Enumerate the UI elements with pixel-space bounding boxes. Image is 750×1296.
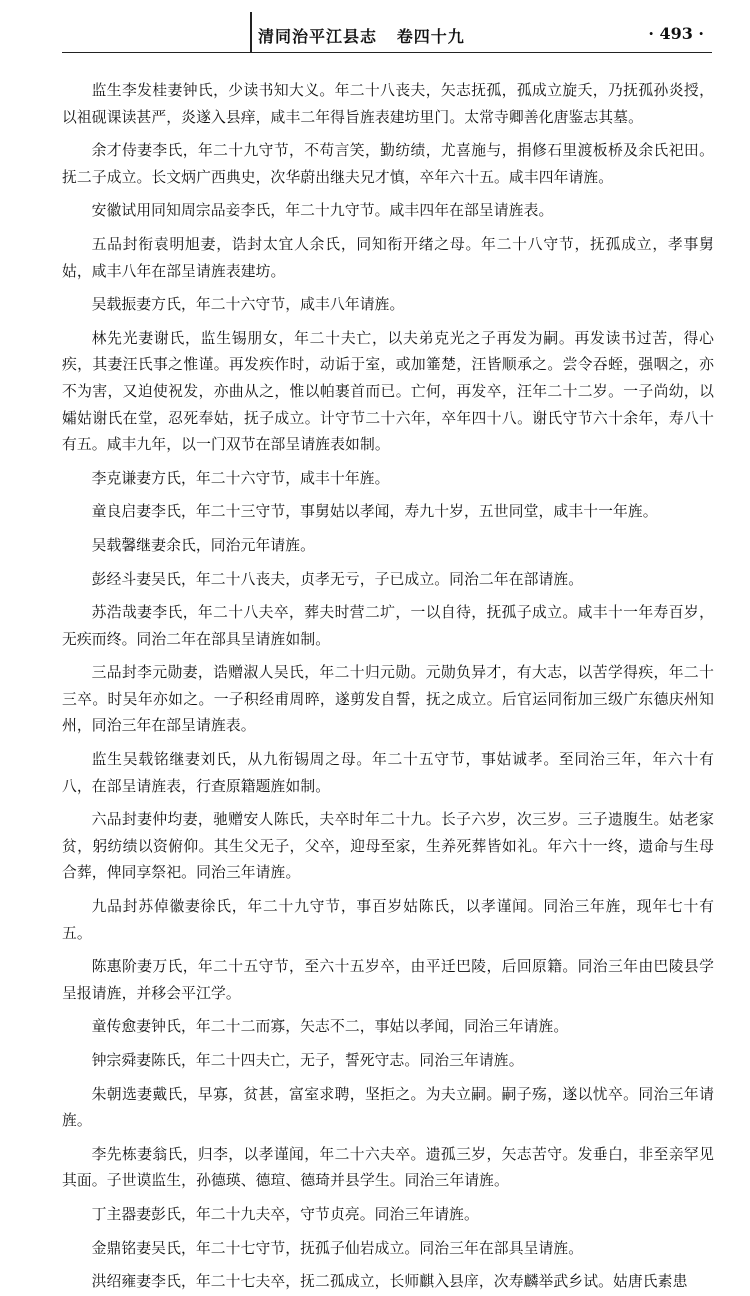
paragraph: 林先光妻谢氏，监生锡朋女，年二十夫亡，以夫弟克光之子再发为嗣。再发读书过苦，得心疾，其妻汪氏事之惟谨。再发疾作时，动诟于室，或加箠楚，汪皆顺承之。尝令吞蛭，强咽之，亦不为害，又迫使祝发，亦曲从之，惟以帕裹首而已。亡何，再发卒，汪年二十二岁。一子尚幼，以孀姑谢氏在堂，忍死奉姑，抚子成立。计守节二十六年，卒年四十八。谢氏守节六十余年，寿八十有五。咸丰九年，以一门双节在部呈请旌表如制。 xyxy=(62,329,714,454)
paragraph: 朱朝选妻戴氏，早寡，贫甚，富室求聘，坚拒之。为夫立嗣。嗣子殇，遂以忧卒。同治三年请旌。 xyxy=(62,1085,714,1130)
paragraph: 钟宗舜妻陈氏，年二十四夫亡，无子，誓死守志。同治三年请旌。 xyxy=(91,1052,524,1069)
page-header xyxy=(62,12,712,53)
paragraph: 陈惠阶妻万氏，年二十五守节，至六十五岁卒，由平迁巴陵，后回原籍。同治三年由巴陵县学呈报请旌，并移会平江学。 xyxy=(62,958,714,1002)
page-body xyxy=(62,78,714,1296)
paragraph: 李克谦妻方氏，年二十六守节，咸丰十年旌。 xyxy=(91,469,390,487)
paragraph: 童良启妻李氏，年二十三守节，事舅姑以孝闻，寿九十岁，五世同堂，咸丰十一年旌。 xyxy=(91,503,658,521)
paragraph: 洪绍雍妻李氏，年二十七夫卒，抚二孤成立，长师麒入县庠，次寿麟举武乡试。姑唐氏素患 xyxy=(91,1273,688,1291)
running-title xyxy=(258,24,465,47)
paragraph: 吴载馨继妻余氏，同治元年请旌。 xyxy=(91,536,316,554)
paragraph: 安徽试用同知周宗品妾李氏，年二十九守节。咸丰四年在部呈请旌表。 xyxy=(91,202,554,220)
header-vertical-rule xyxy=(250,12,252,52)
paragraph: 彭经斗妻吴氏，年二十八丧夫，贞孝无亏，子已成立。同治二年在部请旌。 xyxy=(91,570,584,588)
paragraph: 吴载振妻方氏，年二十六守节，咸丰八年请旌。 xyxy=(91,296,405,314)
volume-label: 卷四十九 xyxy=(396,27,465,46)
paragraph: 五品封衔袁明旭妻，诰封太宜人余氏，同知衔开绪之母。年二十八守节，抚孤成立，孝事舅姑，咸丰八年在部呈请旌表建坊。 xyxy=(62,235,714,280)
paragraph: 监生吴载铭继妻刘氏，从九衔锡周之母。年二十五守节，事姑诚孝。至同治三年，年六十有八，在部呈请旌表，行查原籍题旌如制。 xyxy=(62,751,714,795)
page-number: · 493 · xyxy=(648,24,704,43)
book-title: 清同治平江县志 xyxy=(258,27,378,46)
paragraph: 九品封苏倬徽妻徐氏，年二十九守节，事百岁姑陈氏，以孝谨闻。同治三年旌，现年七十有五。 xyxy=(62,898,714,942)
paragraph: 李先栋妻翁氏，归李，以孝谨闻，年二十六夫卒。遗孤三岁，矢志苦守。发垂白，非至亲罕见其面。子世谟监生，孙德瑛、德瑄、德琦并县学生。同治三年请旌。 xyxy=(62,1145,714,1190)
paragraph: 监生李发桂妻钟氏，少读书知大义。年二十八丧夫，矢志抚孤，孤成立旋夭，乃抚孤孙炎授，以祖砚课读甚严，炎遂入县痒，咸丰二年得旨旌表建坊里门。太常寺卿善化唐鉴志其墓。 xyxy=(62,82,714,126)
paragraph: 金鼎铭妻吴氏，年二十七守节，抚孤子仙岩成立。同治三年在部具呈请旌。 xyxy=(91,1239,584,1257)
paragraph: 余才侍妻李氏，年二十九守节，不苟言笑，勤纺绩，尤喜施与，捐修石里渡板桥及余氏祀田。抚二子成立。长文炳广西典史，次华蔚出继夫兄才慎，卒年六十五。咸丰四年请旌。 xyxy=(62,142,714,186)
paragraph: 三品封李元勋妻，诰赠淑人吴氏，年二十归元勋。元勋负异才，有大志，以苦学得疾，年二十三卒。时吴年亦如之。一子积经甫周晬，遂剪发自誓，抚之成立。后官运同衔加三级广东德庆州知州，同治三年在部呈请旌表。 xyxy=(62,664,714,735)
paragraph: 苏浩哉妻李氏，年二十八夫卒，葬夫时营二圹，一以自待，抚孤子成立。咸丰十一年寿百岁，无疾而终。同治二年在部具呈请旌如制。 xyxy=(62,604,714,648)
paragraph: 丁主器妻彭氏，年二十九夫卒，守节贞亮。同治三年请旌。 xyxy=(91,1205,479,1223)
paragraph: 六品封妻仲均妻，驰赠安人陈氏，夫卒时年二十九。长子六岁，次三岁。三子遗腹生。姑老家贫，躬纺绩以资俯仰。其生父无子，父卒，迎母至家，生养死葬皆如礼。年六十一终，遗命与生母合葬，俾同享祭祀。同治三年请旌。 xyxy=(62,811,714,882)
paragraph: 童传愈妻钟氏，年二十二而寡，矢志不二，事姑以孝闻，同治三年请旌。 xyxy=(91,1018,569,1036)
